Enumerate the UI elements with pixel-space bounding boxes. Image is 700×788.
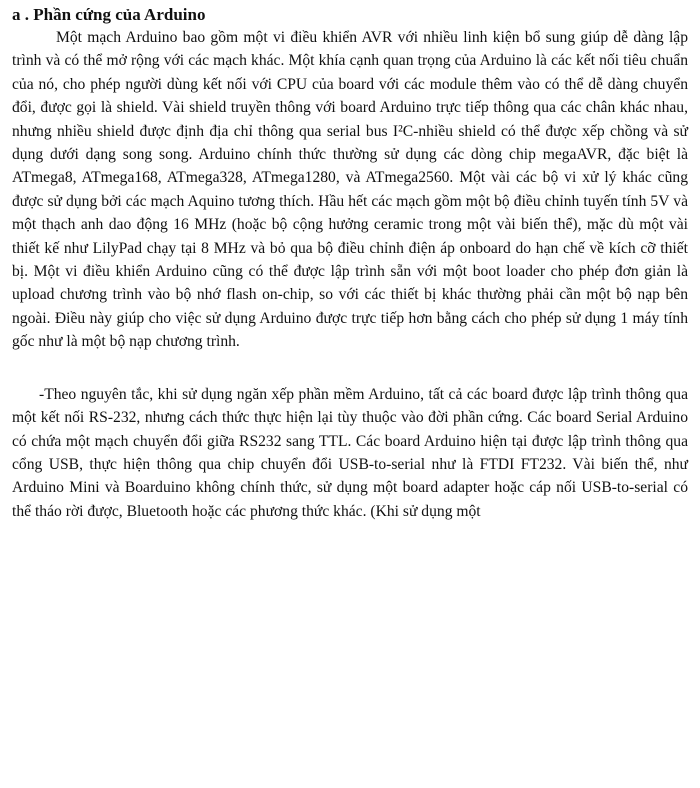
section-heading: a . Phần cứng của Arduino [12, 5, 206, 24]
paragraph-arduino-hardware: Một mạch Arduino bao gồm một vi điều khiển AVR với nhiều linh kiện bổ sung giúp dễ dàng lập trình và có thể mở rộng với các mạch khác. Một khía cạnh quan trọng của Arduino là các kết nối tiêu chuẩn của nó, cho phép người dùng kết nối với CPU của board với các module thêm vào có thể dễ dàng chuyển đổi, được gọi là shield. Vài shield truyền thông với board Arduino trực tiếp thông qua các chân khác nhau, nhưng nhiều shield được định địa chỉ thông qua serial bus I²C-nhiều shield có thể được xếp chồng và sử dụng dưới dạng song song. Arduino chính thức thường sử dụng các dòng chip megaAVR, đặc biệt là ATmega8, ATmega168, ATmega328, ATmega1280, và ATmega2560. Một vài các bộ vi xử lý khác cũng được sử dụng bởi các mạch Aquino tương thích. Hầu hết các mạch gồm một bộ điều chỉnh tuyến tính 5V và một thạch anh dao động 16 MHz (hoặc bộ cộng hưởng ceramic trong một vài biến thể), mặc dù một vài thiết kế như LilyPad chạy tại 8 MHz và bỏ qua bộ điều chỉnh điện áp onboard do hạn chế về kích cỡ thiết bị. Một vi điều khiển Arduino cũng có thể được lập trình sẵn với một boot loader cho phép đơn giản là upload chương trình vào bộ nhớ flash on-chip, so với các thiết bị khác thường phải cần một bộ nạp bên ngoài. Điều này giúp cho việc sử dụng Arduino được trực tiếp hơn bằng cách cho phép sử dụng 1 máy tính gốc như là một bộ nạp chương trình. [12, 29, 688, 351]
document-page [12, 4, 688, 523]
paragraph-programming: -Theo nguyên tắc, khi sử dụng ngăn xếp phần mềm Arduino, tất cả các board được lập trình thông qua một kết nối RS-232, nhưng cách thức thực hiện lại tùy thuộc vào đời phần cứng. Các board Serial Arduino có chứa một mạch chuyển đổi giữa RS232 sang TTL. Các board Arduino hiện tại được lập trình thông qua cổng USB, thực hiện thông qua chip chuyển đổi USB-to-serial như là FTDI FT232. Vài biến thể, như Arduino Mini và Boarduino không chính thức, sử dụng một board adapter hoặc cáp nối USB-to-serial có thể tháo rời được, Bluetooth hoặc các phương thức khác. (Khi sử dụng một [12, 385, 688, 520]
